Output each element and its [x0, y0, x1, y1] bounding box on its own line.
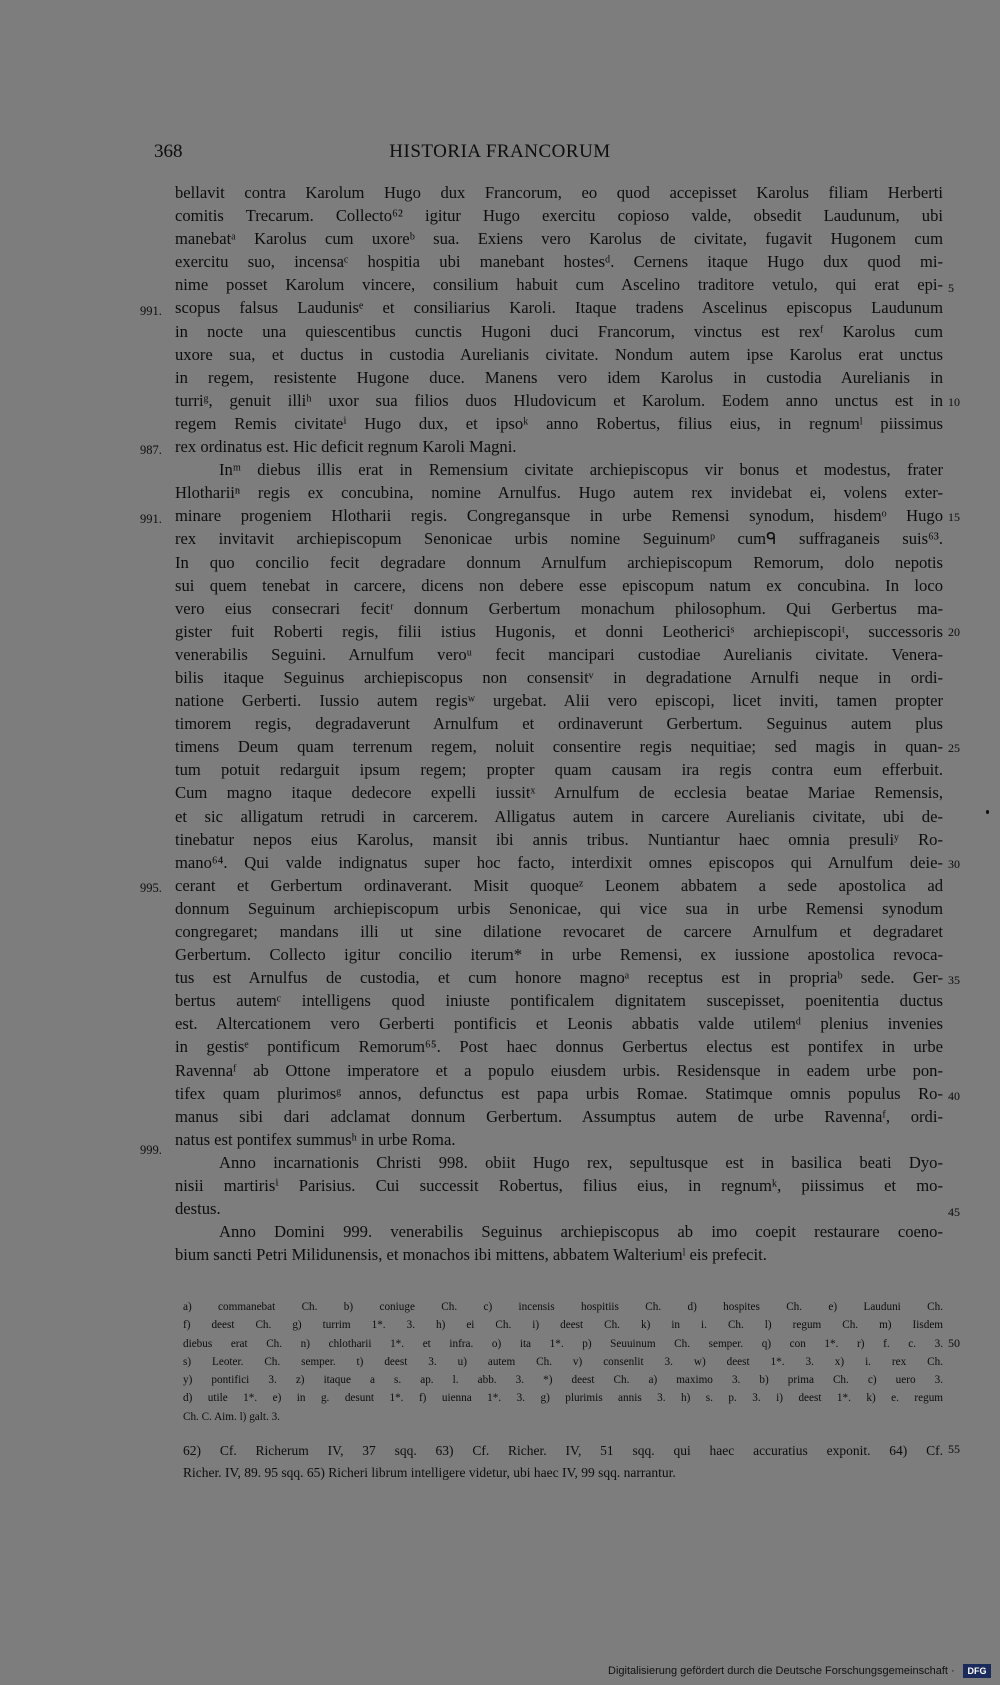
running-title: HISTORIA FRANCORUM	[389, 141, 611, 162]
footnote-line: f) deest Ch. g) turrim 1*. 3. h) ei Ch. i) deest Ch. k) in i. Ch. l) regum Ch. m) Iisdem	[183, 1319, 943, 1332]
text-line: sui quem tenebat in carcere, dicens non debere esse episcopum natum ex concubina. In loco	[175, 575, 943, 595]
text-line: Hlothariiⁿ regis ex concubina, nomine Arnulfus. Hugo autem rex invidebat ei, volens exter-	[175, 483, 943, 503]
text-line: timens Deum quam terrenum regem, noluit consentire regis nequitiae; sed magis in quan-	[175, 737, 943, 757]
line-number: 40	[948, 1089, 960, 1103]
variant-notes	[183, 1298, 943, 1426]
text-line: donnum Seguinum archiepiscopum urbis Senonicae, qui vice sua in urbe Remensi synodum	[175, 898, 943, 918]
text-line: manebatᵃ Karolus cum uxoreᵇ sua. Exiens vero Karolus de civitate, fugavit Hugonem cum	[175, 229, 943, 249]
text-line: bellavit contra Karolum Hugo dux Francorum, eo quod accepisset Karolus filiam Herberti	[175, 183, 943, 202]
text-line: rex ordinatus est. Hic deficit regnum Karoli Magni.	[175, 437, 517, 457]
page-header	[0, 141, 1000, 167]
line-number: 50	[948, 1336, 960, 1350]
text-line: mano⁶⁴. Qui valde indignatus super hoc facto, interdixit omnes episcopos qui Arnulfum deie-	[175, 852, 943, 872]
line-number: 5	[948, 281, 954, 295]
text-line: exercitu suo, incensaᶜ hospitia ubi manebant hostesᵈ. Cernens itaque Hugo dux quod mi-	[175, 252, 943, 272]
text-line: natione Gerberti. Iussio autem regisʷ urgebat. Alii vero episcopi, licet inviti, tamen propter	[175, 691, 943, 711]
text-line: et sic alligatum retrudi in carcerem. Alligatus autem in carcere Aurelianis civitate, ubi de-	[175, 806, 943, 826]
text-line: Anno incarnationis Christi 998. obiit Hugo rex, sepultusque est in basilica beati Dyo-	[219, 1152, 943, 1172]
footnote-line: diebus erat Ch. n) chlotharii 1*. et infra. o) ita 1*. p) Seuuinum Ch. semper. q) con 1*. r) f. c. 3.	[183, 1337, 943, 1350]
text-line: destus.	[175, 1199, 221, 1219]
digitization-notice: Digitalisierung gefördert durch die Deutsche Forschungsgemeinschaft ·	[608, 1665, 955, 1677]
footnote-line: y) pontifici 3. z) itaque a s. ap. l. abb. 3. *) deest Ch. a) maximo 3. b) prima Ch. c) uero 3.	[183, 1374, 943, 1387]
main-text	[175, 181, 943, 1266]
text-line: comitis Trecarum. Collecto⁶² igitur Hugo exercitu copioso valde, obsedit Laudunum, ubi	[175, 206, 943, 226]
text-line: Inᵐ diebus illis erat in Remensium civitate archiepiscopus vir bonus et modestus, frater	[219, 460, 943, 480]
line-number: 30	[948, 857, 960, 871]
source-notes	[183, 1440, 943, 1484]
text-line: Ravennaᶠ ab Ottone imperatore et a populo eiusdem urbis. Residensque in eadem urbe pon-	[175, 1060, 943, 1080]
margin-year: 999.	[140, 1143, 162, 1157]
text-line: nisii martirisⁱ Parisius. Cui successit Robertus, filius eius, in regnumᵏ, piissimus et mo-	[175, 1176, 943, 1196]
margin-year: 991.	[140, 304, 162, 318]
text-line: gister fuit Roberti regis, filii istius Hugonis, et donni Leothericiˢ archiepiscopiᵗ, successoris	[175, 621, 943, 641]
dfg-logo: DFG	[963, 1664, 991, 1678]
footnote-line: Ch. C. Aim. l) galt. 3.	[183, 1410, 280, 1423]
text-line: in gestisᵉ pontificum Remorum⁶⁵. Post haec donnus Gerbertus electus est pontifex in urbe	[175, 1037, 943, 1057]
text-line: timorem regis, degradaverunt Arnulfum et ordinaverunt Gerbertum. Seguinus autem plus	[175, 714, 943, 734]
line-number: 55	[948, 1442, 960, 1456]
text-line: vero eius consecrari fecitʳ donnum Gerbertum monachum philosophum. Qui Gerbertus ma-	[175, 598, 943, 618]
line-number: 25	[948, 741, 960, 755]
text-line: tus est Arnulfus de custodia, et cum honore magnoᵃ receptus est in propriaᵇ sede. Ger-	[175, 968, 943, 988]
text-line: uxore sua, et ductus in custodia Aurelianis civitate. Nondum autem ipse Karolus erat unctus	[175, 344, 943, 364]
text-line: tum potuit redarguit ipsum regem; propter quam causam ira regis contra eum efferbuit.	[175, 760, 943, 780]
line-number: 35	[948, 973, 960, 987]
margin-year: 995.	[140, 881, 162, 895]
text-line: in nocte una quiescentibus cunctis Hugoni duci Francorum, vinctus est rexᶠ Karolus cum	[175, 321, 943, 341]
line-number: 10	[948, 395, 960, 409]
text-line: regem Remis civitateⁱ Hugo dux, et ipsoᵏ anno Robertus, filius eius, in regnumˡ piissimus	[175, 413, 943, 433]
source-note-line: Richer. IV, 89. 95 sqq. 65) Richeri librum intelligere videtur, ubi haec IV, 99 sqq. narrantur.	[183, 1465, 676, 1480]
text-line: est. Altercationem vero Gerberti pontificis et Leonis abbatis valde utilemᵈ plenius invenies	[175, 1014, 943, 1034]
footnote-line: s) Leoter. Ch. semper. t) deest 3. u) autem Ch. v) consenlit 3. w) deest 1*. 3. x) i. rex Ch.	[183, 1355, 943, 1368]
footnote-line: a) commanebat Ch. b) coniuge Ch. c) incensis hospitiis Ch. d) hospites Ch. e) Lauduni Ch.	[183, 1301, 943, 1313]
text-line: tinebatur nepos eius Karolus, mansit ibi annis tribus. Nuntiantur haec omnia presuliʸ Ro-	[175, 829, 943, 849]
text-line: rex invitavit archiepiscopum Senonicae urbis nomine Seguinumᵖ cumᑫ suffraganeis suis⁶³.	[175, 529, 943, 549]
text-line: scopus falsus Laudunisᵉ et consiliarius Karoli. Itaque tradens Ascelinus episcopus Laudunum	[175, 298, 943, 318]
margin-year: 991.	[140, 512, 162, 526]
footnote-line: d) utile 1*. e) in g. desunt 1*. f) uienna 1*. 3. g) plurimis annis 3. h) s. p. 3. i) deest 1*. k) e. regum	[183, 1392, 943, 1405]
text-line: in regem, resistente Hugone duce. Manens vero idem Karolus in custodia Aurelianis in	[175, 367, 943, 387]
text-line: minare progeniem Hlotharii regis. Congregansque in urbe Remensi synodum, hisdemᵒ Hugo	[175, 506, 943, 526]
page-number: 368	[154, 141, 183, 162]
text-line: Gerbertum. Collecto igitur concilio iterum* in urbe Remensi, ex iussione apostolica revoca-	[175, 945, 943, 965]
text-line: bium sancti Petri Milidunensis, et monachos ibi mittens, abbatem Walteriumˡ eis prefecit.	[175, 1245, 767, 1265]
text-line: Cum magno itaque dedecore expelli iussitˣ Arnulfum de ecclesia beatae Mariae Remensis,	[175, 783, 943, 803]
text-line: In quo concilio fecit degradare donnum Arnulfum archiepiscopum Remorum, dolo nepotis	[175, 552, 943, 572]
scan-speck	[986, 810, 989, 814]
text-line: manus sibi dari adclamat donnum Gerbertum. Assumptus autem de urbe Ravennaᶠ, ordi-	[175, 1106, 943, 1126]
text-line: bilis itaque Seguinus archiepiscopus non consensitᵛ in degradatione Arnulfi neque in ordi-	[175, 667, 943, 687]
margin-year: 987.	[140, 443, 162, 457]
text-line: cerant et Gerbertum ordinaverant. Misit quoqueᶻ Leonem abbatem a sede apostolica ad	[175, 875, 943, 895]
line-number: 15	[948, 510, 960, 524]
line-number: 20	[948, 625, 960, 639]
text-line: nime posset Karolum vincere, consilium habuit cum Ascelino traditore vetulo, qui erat epi-	[175, 275, 943, 295]
text-line: natus est pontifex summusʰ in urbe Roma.	[175, 1129, 456, 1149]
text-line: tifex quam plurimosᵍ annos, defunctus est papa urbis Romae. Statimque omnis populus Ro-	[175, 1083, 943, 1103]
text-line: venerabilis Seguini. Arnulfum veroᵘ fecit mancipari custodiae Aurelianis civitate. Venera-	[175, 644, 943, 664]
text-line: turriᵍ, genuit illiʰ uxor sua filios duos Hludovicum et Karolum. Eodem anno unctus est in	[175, 390, 943, 410]
source-note-line: 62) Cf. Richerum IV, 37 sqq. 63) Cf. Richer. IV, 51 sqq. qui haec accuratius exponit. 64) Cf.	[183, 1443, 943, 1458]
text-line: bertus autemᶜ intelligens quod iniuste pontificalem dignitatem suscepisset, poenitentia ductus	[175, 991, 943, 1011]
line-number: 45	[948, 1205, 960, 1219]
text-line: congregaret; mandans illi ut sine dilatione revocaret de carcere Arnulfum et degradaret	[175, 922, 943, 941]
text-line: Anno Domini 999. venerabilis Seguinus archiepiscopus ab imo coepit restaurare coeno-	[219, 1222, 943, 1242]
